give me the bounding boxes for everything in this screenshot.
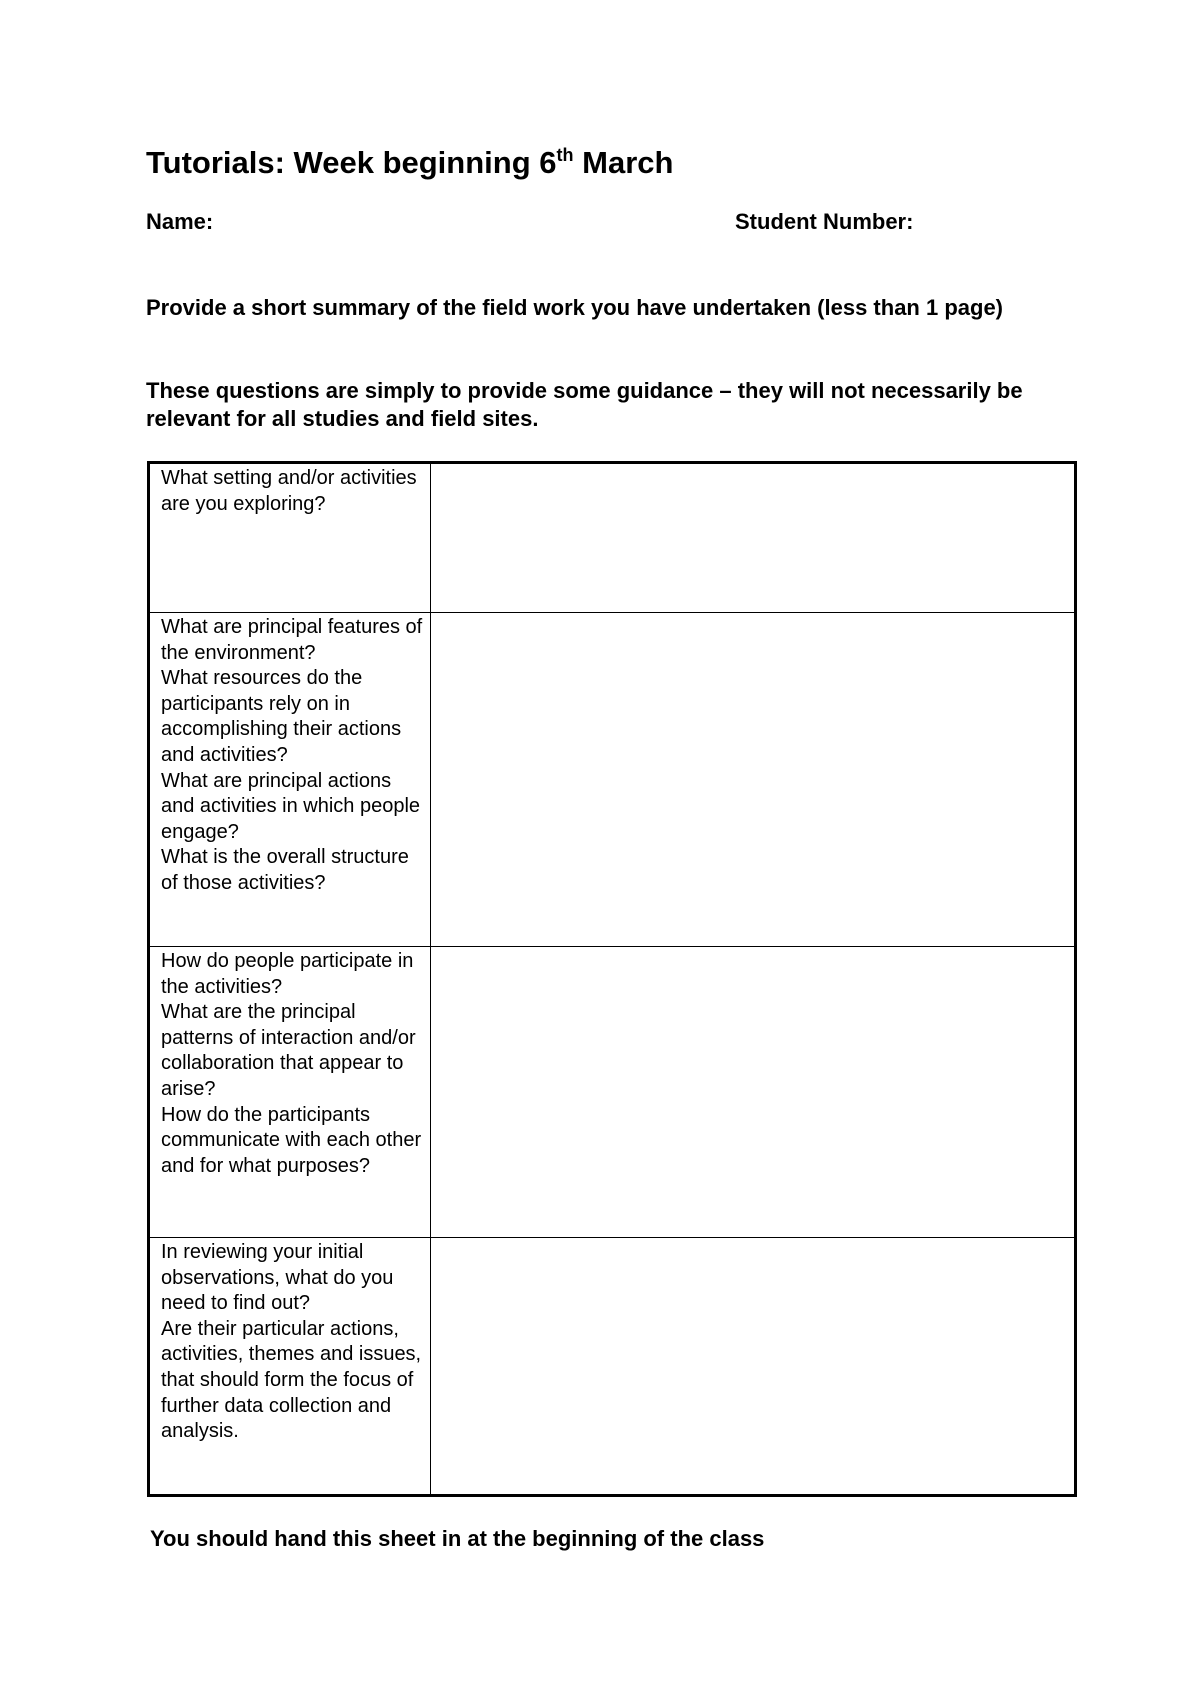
question-line: What is the overall structure of those activities?: [161, 846, 409, 894]
title-suffix: March: [573, 145, 674, 180]
answer-cell[interactable]: [431, 613, 1076, 947]
answer-cell[interactable]: [431, 463, 1076, 613]
question-cell: [149, 1238, 431, 1496]
question-line: How do people participate in the activities?: [161, 950, 414, 998]
question-cell: [149, 613, 431, 947]
title-text: Tutorials: Week beginning 6: [146, 145, 557, 180]
answer-cell[interactable]: [431, 1238, 1076, 1496]
student-number-label: Student Number:: [735, 209, 914, 234]
table-row: [149, 613, 1076, 947]
page-title: [146, 143, 673, 183]
question-cell: [149, 947, 431, 1238]
question-line: In reviewing your initial observations, what do you need to find out?: [161, 1241, 394, 1315]
name-label: Name:: [146, 209, 214, 234]
question-line: What resources do the participants rely on in accomplishing their actions and activities?: [161, 667, 402, 766]
table-row: [149, 463, 1076, 613]
answer-cell[interactable]: [431, 947, 1076, 1238]
questions-table: [147, 461, 1077, 1497]
summary-instruction: Provide a short summary of the field work you have undertaken (less than 1 page): [146, 295, 1004, 320]
question-line: What are principal actions and activities in which people engage?: [161, 769, 421, 843]
question-line: Are their particular actions, activities, themes and issues, that should form the focus of further data collection and analysis.: [161, 1317, 422, 1443]
table-row: [149, 947, 1076, 1238]
table-row: [149, 1238, 1076, 1496]
question-line: How do the participants communicate with each other and for what purposes?: [161, 1103, 422, 1177]
question-cell: [149, 463, 431, 613]
title-superscript: th: [556, 145, 574, 165]
hand-in-note: You should hand this sheet in at the beginning of the class: [150, 1526, 765, 1551]
question-line: What setting and/or activities are you exploring?: [161, 467, 417, 515]
guidance-instruction: These questions are simply to provide some guidance – they will not necessarily be relevant for all studies and field sites.: [146, 378, 1023, 431]
question-line: What are principal features of the environment?: [161, 616, 423, 664]
question-line: What are the principal patterns of interaction and/or collaboration that appear to arise?: [161, 1001, 416, 1100]
